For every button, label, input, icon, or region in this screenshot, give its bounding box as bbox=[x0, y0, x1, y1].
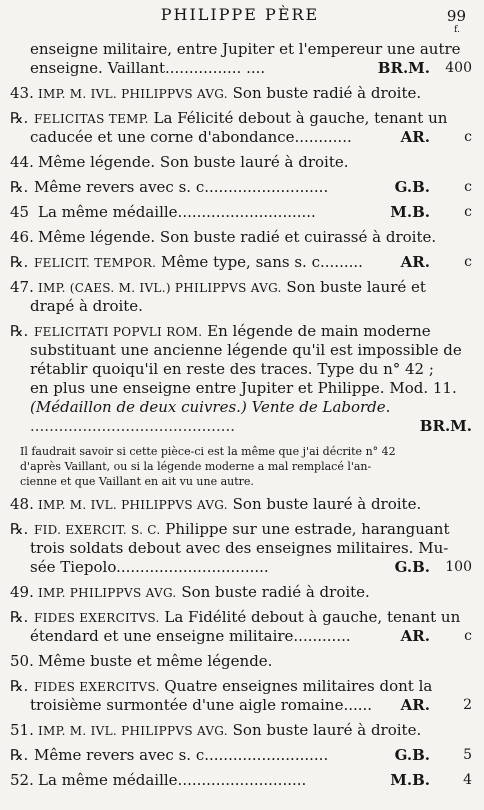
reverse-description: La Félicité debout à gauche, tenant un bbox=[148, 109, 448, 127]
rarity-value: c bbox=[464, 254, 472, 270]
entry-text-line: trois soldats debout avec des enseignes militaires. Mu- bbox=[30, 539, 449, 557]
denomination: BR.M. bbox=[377, 59, 430, 77]
entry-text: Même revers avec s. c.......................... bbox=[34, 746, 329, 764]
entry-number: 47. bbox=[10, 278, 34, 296]
entry-text-line bbox=[10, 558, 472, 577]
entry-text-line: en plus une enseigne entre Jupiter et Philippe. Mod. 11. bbox=[30, 379, 457, 397]
entry-number: 50. bbox=[10, 652, 34, 670]
entry-number: 49. bbox=[10, 583, 34, 601]
obverse-legend: IMP. M. IVL. PHILIPPVS AVG. bbox=[38, 724, 228, 738]
reverse-legend: FID. EXERCIT. S. C. bbox=[34, 523, 161, 537]
footnote-line: Il faudrait savoir si cette pièce-ci est la même que j'ai décrite n° 42 bbox=[20, 445, 396, 458]
page-header bbox=[0, 5, 484, 35]
entry-number: 51. bbox=[10, 721, 34, 739]
obverse-description: Son buste lauré et bbox=[281, 278, 426, 296]
obverse-line bbox=[10, 278, 472, 297]
catalogue-entry bbox=[10, 322, 472, 436]
rarity-value: 4 bbox=[463, 772, 472, 788]
catalogue-entry bbox=[10, 40, 472, 78]
catalogue-entry bbox=[10, 253, 472, 272]
catalogue-entry bbox=[10, 520, 472, 577]
entry-text: étendard et une enseigne militaire............ bbox=[30, 627, 351, 645]
obverse-legend: IMP. PHILIPPVS AVG. bbox=[38, 586, 177, 600]
denomination: G.B. bbox=[394, 178, 430, 196]
catalogue-entry bbox=[10, 178, 472, 197]
catalogue-entry bbox=[10, 583, 472, 602]
obverse-legend: IMP. M. IVL. PHILIPPVS AVG. bbox=[38, 87, 228, 101]
catalogue-entry bbox=[10, 746, 472, 765]
obverse-description: Son buste radié à droite. bbox=[227, 84, 422, 102]
entry-text-line: (Médaillon de deux cuivres.) Vente de Laborde. bbox=[30, 398, 391, 416]
denomination: G.B. bbox=[394, 558, 430, 576]
obverse-line bbox=[10, 583, 472, 602]
catalogue-entry bbox=[10, 109, 472, 147]
entry-number: 44. bbox=[10, 153, 34, 171]
reverse-description: Philippe sur une estrade, haranguant bbox=[160, 520, 450, 538]
catalogue-entry bbox=[10, 652, 472, 671]
entry-text-line: rétablir quoiqu'il en reste des traces. Type du n° 42 ; bbox=[30, 360, 434, 378]
entry-number: 45 bbox=[10, 203, 30, 221]
catalogue-entry bbox=[10, 84, 472, 103]
reverse-mark: ℞. bbox=[10, 608, 29, 626]
rarity-value: c bbox=[464, 628, 472, 644]
entry-text-line: enseigne militaire, entre Jupiter et l'empereur une autre bbox=[30, 40, 461, 58]
catalogue-entry bbox=[10, 153, 472, 172]
rarity-value: 100 bbox=[445, 559, 472, 575]
catalogue-entry bbox=[10, 495, 472, 514]
entry-text: Même légende. Son buste lauré à droite. bbox=[38, 153, 349, 171]
denomination: AR. bbox=[400, 128, 430, 146]
reverse-description: En légende de main moderne bbox=[202, 322, 431, 340]
obverse-legend: IMP. (CAES. M. IVL.) PHILIPPVS AVG. bbox=[38, 281, 282, 295]
reverse-legend: FELICIT. TEMPOR. bbox=[34, 256, 157, 270]
rarity-value: c bbox=[464, 204, 472, 220]
obverse-line bbox=[10, 495, 472, 514]
rarity-value: c bbox=[464, 129, 472, 145]
entry-text-line: substituant une ancienne légende qu'il est impossible de bbox=[30, 341, 462, 359]
reverse-description: Même type, sans s. c......... bbox=[156, 253, 363, 271]
denomination: M.B. bbox=[390, 203, 430, 221]
denomination: AR. bbox=[400, 627, 430, 645]
catalogue-entry bbox=[10, 278, 472, 316]
reverse-line bbox=[10, 109, 472, 128]
leader-dots: ........................................... bbox=[30, 417, 236, 435]
denomination: AR. bbox=[400, 253, 430, 271]
page-number: 99 bbox=[446, 7, 466, 25]
entry-text-line bbox=[10, 59, 472, 78]
catalogue-content bbox=[10, 40, 472, 790]
catalogue-entry bbox=[10, 608, 472, 646]
entry-text: Même légende. Son buste radié et cuirassé à droite. bbox=[38, 228, 437, 246]
rarity-value: 2 bbox=[463, 697, 472, 713]
catalogue-entry bbox=[10, 771, 472, 790]
footnote-line: cienne et que Vaillant en ait vu une autre. bbox=[20, 475, 254, 488]
entry-text-line bbox=[10, 696, 472, 715]
entry-text: Même buste et même légende. bbox=[38, 652, 273, 670]
reverse-mark: ℞. bbox=[10, 746, 29, 764]
denomination: M.B. bbox=[390, 771, 430, 789]
reverse-legend: FELICITATI POPVLI ROM. bbox=[34, 325, 203, 339]
denomination: AR. bbox=[400, 696, 430, 714]
entry-text-line bbox=[10, 153, 472, 172]
reverse-mark: ℞. bbox=[10, 109, 29, 127]
obverse-line bbox=[10, 84, 472, 103]
obverse-description: Son buste radié à droite. bbox=[176, 583, 370, 601]
catalogue-entry bbox=[10, 228, 472, 247]
footnote bbox=[10, 444, 472, 489]
catalogue-entry bbox=[10, 721, 472, 740]
entry-text-line: drapé à droite. bbox=[30, 297, 143, 315]
entry-text-line bbox=[10, 746, 472, 765]
entry-number: 46. bbox=[10, 228, 34, 246]
catalogue-entry bbox=[10, 677, 472, 715]
obverse-description: Son buste lauré à droite. bbox=[227, 721, 422, 739]
entry-text-line bbox=[10, 203, 472, 222]
reverse-line bbox=[10, 677, 472, 696]
reverse-line bbox=[10, 322, 472, 341]
reverse-legend: FELICITAS TEMP. bbox=[34, 112, 149, 126]
entry-text: Même revers avec s. c.......................... bbox=[34, 178, 329, 196]
entry-text: troisième surmontée d'une aigle romaine...... bbox=[30, 696, 373, 714]
footnote-line: d'après Vaillant, ou si la légende moderne a mal remplacé l'an- bbox=[20, 460, 372, 473]
reverse-mark: ℞. bbox=[10, 178, 29, 196]
entry-number: 43. bbox=[10, 84, 34, 102]
reverse-legend: FIDES EXERCITVS. bbox=[34, 611, 160, 625]
entry-number: 48. bbox=[10, 495, 34, 513]
entry-text-line bbox=[10, 178, 472, 197]
reverse-description: La Fidélité debout à gauche, tenant un bbox=[159, 608, 461, 626]
reverse-mark: ℞. bbox=[10, 253, 29, 271]
reverse-legend: FIDES EXERCITVS. bbox=[34, 680, 160, 694]
page-number-annotation: f. bbox=[454, 25, 460, 35]
catalogue-entry bbox=[10, 203, 472, 222]
reverse-line bbox=[10, 253, 472, 272]
reverse-description: Quatre enseignes militaires dont la bbox=[159, 677, 433, 695]
reverse-mark: ℞. bbox=[10, 520, 29, 538]
rarity-value: c bbox=[464, 179, 472, 195]
entry-text-line bbox=[10, 627, 472, 646]
rarity-value: 5 bbox=[463, 747, 472, 763]
reverse-mark: ℞. bbox=[10, 677, 29, 695]
reverse-line bbox=[10, 520, 472, 539]
entry-text: La même médaille........................... bbox=[38, 771, 307, 789]
obverse-description: Son buste lauré à droite. bbox=[227, 495, 422, 513]
entry-text-line bbox=[10, 417, 472, 436]
denomination: G.B. bbox=[394, 746, 430, 764]
reverse-mark: ℞. bbox=[10, 322, 29, 340]
entry-text: caducée et une corne d'abondance............ bbox=[30, 128, 352, 146]
reverse-line bbox=[10, 608, 472, 627]
entry-text-line bbox=[10, 771, 472, 790]
running-title: PHILIPPE PÈRE bbox=[160, 5, 320, 24]
entry-text: La même médaille............................. bbox=[38, 203, 316, 221]
rarity-value: 400 bbox=[445, 60, 472, 76]
denomination: BR.M. bbox=[419, 417, 472, 435]
obverse-line bbox=[10, 721, 472, 740]
entry-text-line bbox=[10, 652, 472, 671]
entry-number: 52. bbox=[10, 771, 34, 789]
entry-text: enseigne. Vaillant................ .... bbox=[30, 59, 266, 77]
obverse-legend: IMP. M. IVL. PHILIPPVS AVG. bbox=[38, 498, 228, 512]
entry-text-line bbox=[10, 128, 472, 147]
entry-text-line bbox=[10, 228, 472, 247]
entry-text: sée Tiepolo................................ bbox=[30, 558, 269, 576]
